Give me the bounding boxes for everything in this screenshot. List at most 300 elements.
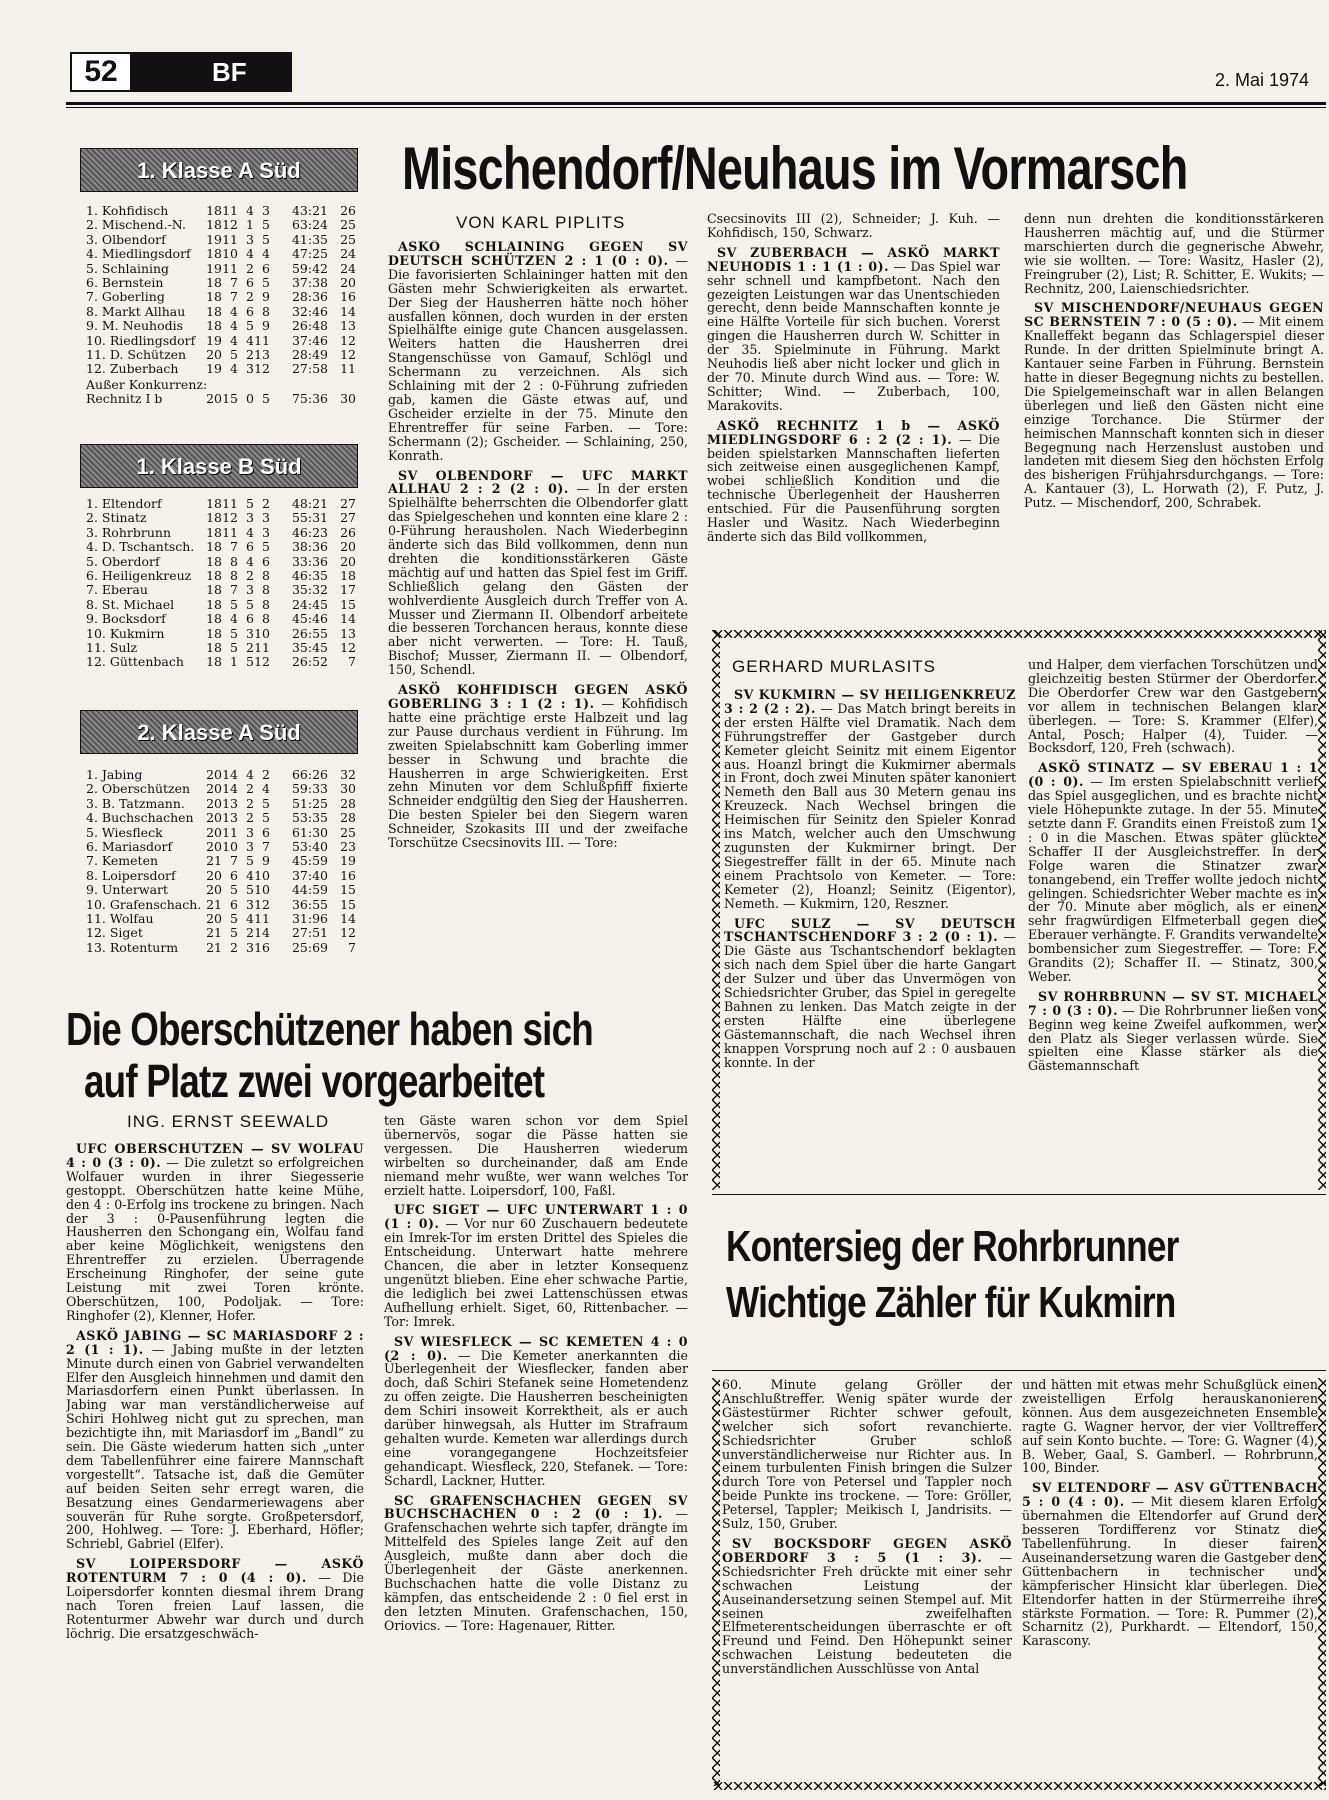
table-row (86, 926, 356, 940)
stat-cell: 20 (206, 781, 222, 797)
table-title-2a-sued: 2. Klasse A Süd (80, 710, 358, 754)
table-row (86, 218, 356, 232)
table-row (86, 526, 356, 540)
zigzag-border-left-lower (712, 1378, 720, 1786)
stat-cell: 6 (262, 824, 270, 840)
stat-cell: 75:36 (291, 390, 328, 406)
paragraph (66, 1329, 364, 1552)
team-name-cell: 5. Schlaining (86, 260, 170, 276)
stat-cell: 27 (340, 510, 356, 526)
stat-cell: 5 (230, 911, 238, 927)
stat-cell: 2 (262, 767, 270, 782)
stat-cell: 4 (230, 332, 238, 348)
team-name-cell: 5. Oberdorf (86, 553, 160, 569)
stat-cell: 3 (246, 896, 254, 912)
stat-cell: 5 (262, 795, 270, 811)
stat-cell: 5 (230, 640, 238, 656)
zigzag-border-bottom (712, 1782, 1326, 1790)
stat-cell: 12 (254, 361, 270, 377)
stat-cell: 18 (206, 568, 222, 584)
byline-murlasits: GERHARD MURLASITS (732, 657, 937, 676)
stat-cell: 8 (262, 611, 270, 627)
team-name-cell: 6. Heiligenkreuz (86, 568, 192, 584)
stat-cell: 28 (340, 795, 356, 811)
stat-cell: 13 (254, 347, 270, 363)
paragraph-text: — Mit diesem klaren Erfolg übernahmen die Eltendorfer auf Grund der besseren Tordifferenz vor Stinatz die Tabellenführung. In dieser fairen Auseinandersetzung waren die Gastgeber den Güttenbachern in technischer und kämpferischer Hinsicht klar überlegen. Die Eltendorfer hatten in der Stürmerreihe ihre stärkste Formation. — Tore: R. Pummer (2), Scharnitz (2), Purkhardt. — Eltendorf, 150, Karascony. (1022, 1494, 1318, 1649)
stat-cell: 44:59 (291, 882, 328, 898)
stat-cell: 4 (246, 867, 254, 883)
stat-cell: 6 (262, 260, 270, 276)
paragraph-text: — Schiedsrichter Freh drückte mit einer sehr schwachen Leistung der Auseinandersetzung seinen Stempel auf. Mit seinen zweifelhaften Elfmeterentscheidungen überraschte er oft Freund und Feind. Den Höhepunkt seiner schwachen Leistung bedeuteten die unverständlichen Ausschlüsse von Antal (722, 1549, 1012, 1677)
article1-column-2 (707, 212, 1000, 610)
stat-cell: 35:45 (291, 640, 328, 656)
stat-cell: 47:25 (291, 246, 328, 262)
stat-cell: 18 (206, 582, 222, 598)
stat-cell: 5 (246, 496, 254, 511)
table-row (86, 247, 356, 261)
stat-cell: 12 (340, 640, 356, 656)
team-name-cell: 1. Eltendorf (86, 496, 162, 511)
stat-cell: 26:52 (291, 654, 328, 670)
stat-cell: 7 (230, 582, 238, 598)
team-name-cell: 13. Rotenturm (86, 939, 179, 955)
table-note: Außer Konkurrenz: (86, 376, 208, 392)
paragraph (724, 917, 1016, 1070)
table-row (86, 912, 356, 926)
stat-cell: 10 (222, 839, 238, 855)
stat-cell: 4 (262, 781, 270, 797)
table-row (86, 497, 356, 511)
table-row (86, 262, 356, 276)
section-label: BF (132, 52, 292, 92)
stat-cell: 12 (254, 896, 270, 912)
stat-cell: 18 (206, 318, 222, 334)
box-divider (712, 1194, 1326, 1195)
team-name-cell: 1. Kohfidisch (86, 203, 169, 218)
stat-cell: 20 (340, 539, 356, 555)
stat-cell: 6 (230, 896, 238, 912)
stat-cell: 4 (230, 318, 238, 334)
paragraph (1024, 212, 1324, 295)
zigzag-border-top (712, 630, 1326, 638)
headline-mischendorf: Mischendorf/Neuhaus im Vormarsch (402, 135, 1188, 202)
match-heading: SV WIESFLECK — SC KEMETEN 4 : 0 (2 : 0). (384, 1333, 688, 1363)
match-heading: SV ROHRBRUNN — SV ST. MICHAEL 7 : 0 (3 : 0). (1028, 988, 1318, 1018)
table-row (86, 233, 356, 247)
stat-cell: 5 (246, 318, 254, 334)
paragraph-text: — Grafenschachen wehrte sich tapfer, drängte im Mittelfeld des Spieles lange Zeit auf den Ausgleich, mußte dann aber doch die Überlegenheit der Gäste anerkennen. Buchschachen hatte die volle Distanz zu kämpfen, das entscheidende 2 : 0 fiel erst in den letzten Minuten. Grafenschachen, 150, Oriovics. — Tore: Hagenauer, Ritter. (384, 1506, 688, 1633)
stat-cell: 20 (206, 867, 222, 883)
paragraph-text: — Mit einem Knalleffekt begann das Schlagerspiel dieser Runde. In der dritten Spielminute bringt A. Kantauer seine Farben in Führung. Bernstein hatte in dieser Begegnung nichts zu bestellen. Die Spielgemeinschaft war in allen Belangen überlegen und ließ den Gästen nicht eine einzige Torchance. Die Stürmer der heimischen Mannschaft konnten sich in dieser Begegnung nach Herzenslust austoben und landeten mit diesem Sieg den höchsten Erfolg des bisherigen Frühjahrsdurchgangs. — Tore: A. Kantauer (3), L. Horwath (2), F. Putz, J. Putz. — Mischendorf, 200, Schrabek. (1024, 314, 1324, 511)
stat-cell: 63:24 (291, 217, 328, 233)
stat-cell: 20 (206, 810, 222, 826)
team-name-cell: 9. Bocksdorf (86, 611, 166, 627)
paragraph-text: — Im ersten Spielabschnitt verlief das Spiel ausgeglichen, und es brachte nicht viele Höhepunkte zutage. In der 55. Minute setzte dann F. Grandits einen Freistoß zum 1 : 0 in die Maschen. Etwas später glückte Schaffer II der Ausgleichstreffer. In der Folge waren die Stinatzer zwar tonangebend, ein Treffer wollte jedoch nicht gelingen. Schiedsrichter Weber machte es in der 70. Minute aber möglich, als er einen sehr fragwürdigen Elfmeterball gegen die Eberauer verhängte. F. Grandits verwandelte bombensicher zum Siegestreffer. — Tore: F. Grandits (2); Schaffer II. — Stinatz, 300, Weber. (1028, 774, 1318, 984)
stat-cell: 5 (262, 231, 270, 247)
stat-cell: 15 (340, 596, 356, 612)
table-row (86, 612, 356, 626)
standings-rows (86, 768, 356, 955)
stat-cell: 12 (254, 654, 270, 670)
stat-cell: 25:69 (291, 939, 328, 955)
stat-cell: 27 (340, 496, 356, 511)
paragraph-text: — Vor nur 60 Zuschauern bedeutete ein Imrek-Tor im ersten Drittel des Spieles die Entscheidung. Unterwart hatte mehrere Chancen, die aber in letzter Konsequenz ungenützt blieben. Eine eher schwache Partie, die lediglich bei zwei Lattenschüssen etwas Aufhellung erhielt. Siget, 60, Rittenbacher. — Tor: Imrek. (384, 1216, 688, 1329)
team-name-cell: 8. Markt Allhau (86, 303, 186, 319)
table-row (86, 768, 356, 782)
stat-cell: 21 (206, 896, 222, 912)
stat-cell: 14 (340, 611, 356, 627)
table-row (86, 598, 356, 612)
team-name-cell: 10. Kukmirn (86, 625, 165, 641)
stat-cell: 2 (246, 347, 254, 363)
stat-cell: 3 (246, 582, 254, 598)
match-heading: SV ELTENDORF — ASV GÜTTENBACH 5 : 0 (4 : 0). (1022, 1480, 1318, 1510)
stat-cell: 4 (262, 246, 270, 262)
stat-cell: 9 (262, 289, 270, 305)
zigzag-border-right-lower (1318, 1378, 1326, 1786)
stat-cell: 21 (206, 853, 222, 869)
paragraph (66, 1142, 364, 1323)
stat-cell: 19 (206, 260, 222, 276)
stat-cell: 5 (230, 625, 238, 641)
table-row (86, 797, 356, 811)
stat-cell: 11 (222, 203, 238, 218)
paragraph (66, 1557, 364, 1640)
stat-cell: 36:55 (291, 896, 328, 912)
stat-cell: 46:35 (291, 568, 328, 584)
byline-piplits: VON KARL PIPLITS (456, 213, 626, 232)
stat-cell: 19 (206, 332, 222, 348)
paragraph (724, 688, 1016, 911)
article2-column-1 (724, 688, 1016, 1186)
stat-cell: 12 (222, 510, 238, 526)
stat-cell: 31:96 (291, 911, 328, 927)
stat-cell: 3 (246, 510, 254, 526)
stat-cell: 13 (222, 810, 238, 826)
stat-cell: 5 (246, 853, 254, 869)
team-name-cell: 3. B. Tatzmann. (86, 795, 185, 811)
team-name-cell: 11. Wolfau (86, 911, 154, 927)
paragraph-text: — In der ersten Spielhälfte beherrschten die Olbendorfer glatt das Spielgeschehen und konnten eine klare 2 : 0-Führung herausholen. Nach Wiederbeginn änderte sich das Bild vollkommen, denn nun drehten die konditionsstärkeren Gäste mächtig auf und hatten das Spiel fest im Griff. Schließlich gelang den Gästen der wohlverdiente Ausgleich durch Treffer von A. Musser und Ziermann II. Olbendorf arbeitete die besseren Torchancen heraus, konnte diese aber nicht verwerten. — Tore: H. Tauß, Bischof; Musser, Ziermann II. — Olbendorf, 150, Schendl. (388, 481, 688, 678)
team-name-cell: 6. Bernstein (86, 275, 164, 291)
stat-cell: 59:33 (291, 781, 328, 797)
stat-cell: 7 (348, 939, 356, 955)
stat-cell: 1 (230, 654, 238, 670)
issue-date: 2. Mai 1974 (1214, 70, 1309, 90)
stat-cell: 13 (340, 625, 356, 641)
paragraph-text: — Das Spiel war sehr schnell und kampfbetont. Nach den gezeigten Leistungen war das Unentschieden gerecht, denn beide Mannschaften konnte je eine Hälfte Vorteile für sich buchen. Vorerst gingen die Hausherren durch W. Schitter in der 35. Spielminute in Führung. Markt Neuhodis ließ aber nicht locker und glich in der 70. Minute durch Wind aus. — Tore: W. Schitter; Wind. — Zuberbach, 100, Marakovits. (707, 258, 1000, 413)
stat-cell: 20 (206, 767, 222, 782)
paragraph (1024, 301, 1324, 510)
stat-cell: 20 (206, 390, 222, 406)
stat-cell: 5 (246, 596, 254, 612)
stat-cell: 10 (254, 625, 270, 641)
stat-cell: 7 (262, 839, 270, 855)
page-number: 52 (70, 52, 132, 92)
stat-cell: 21 (206, 939, 222, 955)
stat-cell: 4 (246, 203, 254, 218)
stat-cell: 2 (246, 260, 254, 276)
stat-cell: 5 (246, 882, 254, 898)
stat-cell: 18 (206, 553, 222, 569)
stat-cell: 4 (246, 246, 254, 262)
stat-cell: 8 (230, 553, 238, 569)
stat-cell: 24 (340, 246, 356, 262)
stat-cell: 30 (340, 781, 356, 797)
team-name-cell: 11. D. Schützen (86, 347, 187, 363)
paragraph-text: — Die Gäste aus Tschantschendorf beklagten sich nach dem Spiel über die harte Gangart der Sulzer und über das Unvermögen von Schiedsrichter Gruber, das Spiel in geregelte Bahnen zu lenken. Das Match zeigte in der ersten Hälfte eine überlegene Gästemannschaft, die nach Wechsel ihren knappen Vorsprung noch auf 2 : 0 ausbauen konnte. In der (724, 929, 1016, 1070)
table-row (86, 305, 356, 319)
stat-cell: 12 (340, 332, 356, 348)
stat-cell: 7 (230, 539, 238, 555)
stat-cell: 2 (246, 568, 254, 584)
paragraph (707, 246, 1000, 413)
stat-cell: 3 (246, 361, 254, 377)
table-row (86, 583, 356, 597)
stat-cell: 46:23 (291, 524, 328, 540)
stat-cell: 6 (246, 611, 254, 627)
stat-cell: 18 (206, 496, 222, 511)
stat-cell: 18 (206, 246, 222, 262)
stat-cell: 20 (206, 347, 222, 363)
stat-cell: 4 (230, 611, 238, 627)
table-row (86, 276, 356, 290)
stat-cell: 37:38 (291, 275, 328, 291)
paragraph (384, 1494, 688, 1633)
stat-cell: 8 (230, 568, 238, 584)
stat-cell: 11 (222, 496, 238, 511)
table-row (86, 854, 356, 868)
stat-cell: 18 (206, 524, 222, 540)
match-heading: SV MISCHENDORF/NEUHAUS GEGEN SC BERNSTEIN 7 : 0 (5 : 0). (1024, 300, 1324, 330)
match-heading: UFC SIGET — UFC UNTERWART 1 : 0 (1 : 0). (384, 1202, 688, 1232)
stat-cell: 5 (262, 275, 270, 291)
article4-column-2 (1022, 1378, 1318, 1768)
team-name-cell: 8. Loipersdorf (86, 867, 176, 883)
paragraph-text: — Die Kemeter anerkannten die Überlegenheit der Wiesflecker, fanden aber doch, daß Schiri Stefanek seine Hometendenz zu offen zeigte. Die Hausherren bescheinigten dem Schiri insoweit Korrektheit, als er auch darüber hinwegsah, als Hutter im Strafraum gehalten wurde. Kemeten war allerdings durch eine vorangegangene Hochzeitsfeier gehandicapt. Wiesfleck, 220, Stefanek. — Tore: Schardl, Lackner, Hutter. (384, 1347, 688, 1488)
stat-cell: 17 (340, 582, 356, 598)
stat-cell: 8 (262, 568, 270, 584)
stat-cell: 12 (340, 347, 356, 363)
table-row (86, 941, 356, 955)
stat-cell: 19 (206, 231, 222, 247)
paragraph-text: — Die favorisierten Schlaininger hatten mit den Gästen mehr Schwierigkeiten als erwartet. Der Sieg der Hausherren hätte noch höher ausfallen können, doch wurden in der ersten Spielhälfte einige gute Chancen ausgelassen. Weiters hatten die Hausherren drei Stangenschüsse von Gamauf, Schlögl und Schermann zu verzeichnen. Als sich Schlaining mit der 2 : 0-Führung zufrieden gab, kamen die Gäste etwas auf, und Gscheider erzielte in der 75. Minute den Ehrentreffer für seine Farben. — Tore: Schermann (2); Gscheider. — Schlaining, 250, Konrath. (388, 252, 688, 463)
table-row (86, 290, 356, 304)
stat-cell: 26:55 (291, 625, 328, 641)
stat-cell: 2 (246, 795, 254, 811)
stat-cell: 25 (340, 217, 356, 233)
stat-cell: 15 (222, 390, 238, 406)
stat-cell: 19 (340, 853, 356, 869)
stat-cell: 26 (340, 524, 356, 540)
paragraph (384, 1203, 688, 1328)
byline-seewald: ING. ERNST SEEWALD (127, 1112, 330, 1131)
article4-column-1 (722, 1378, 1012, 1768)
stat-cell: 5 (230, 882, 238, 898)
paragraph-text: und Halper, dem vierfachen Torschützen und gleichzeitig besten Stürmer der Oberdorfer. Die Oberdorfer Crew war den Gastgebern vor allem in technischen Belangen klar überlegen. — Tore: S. Krammer (Elfer), Antal, Posch; Halper (4), Tuider. — Bocksdorf, 120, Freh (schwach). (1028, 658, 1318, 756)
stat-cell: 24:45 (291, 596, 328, 612)
stat-cell: 11 (340, 361, 356, 377)
match-heading: UFC OBERSCHÜTZEN — SV WOLFAU 4 : 0 (3 : 0). (66, 1142, 364, 1170)
team-name-cell: 11. Sulz (86, 640, 138, 656)
paragraph-text: ten Gäste waren schon vor dem Spiel übernervös, sogar die Pässe hatten sie vergessen. Die Hausherren wiederum wirbelten so durcheinander, daß am Ende niemand mehr wußte, wer wann welches Tor erzielt hatte. Loipersdorf, 100, Faßl. (384, 1114, 688, 1198)
team-name-cell: 12. Zuberbach (86, 361, 179, 377)
stat-cell: 23 (340, 839, 356, 855)
stat-cell: 7 (230, 853, 238, 869)
stat-cell: 14 (254, 925, 270, 941)
stat-cell: 11 (222, 231, 238, 247)
stat-cell: 16 (254, 939, 270, 955)
stat-cell: 28:49 (291, 347, 328, 363)
table-row (86, 782, 356, 796)
team-name-cell: 10. Riedlingsdorf (86, 332, 196, 348)
table-row (86, 511, 356, 525)
paragraph (1028, 990, 1318, 1073)
stat-cell: 27:58 (291, 361, 328, 377)
stat-cell: 32:46 (291, 303, 328, 319)
stat-cell: 10 (222, 246, 238, 262)
stat-cell: 18 (206, 510, 222, 526)
table-row (86, 869, 356, 883)
stat-cell: 4 (230, 361, 238, 377)
stat-cell: 3 (246, 625, 254, 641)
stat-cell: 7 (230, 289, 238, 305)
standings-table-1b-sued (86, 497, 356, 670)
stat-cell: 2 (246, 925, 254, 941)
standings-table-1a-sued (86, 204, 356, 406)
stat-cell: 66:26 (291, 767, 328, 782)
match-heading: ASKÖ SCHLAINING GEGEN SV DEUTSCH SCHÜTZEN 2 : 1 (0 : 0). (388, 240, 688, 268)
stat-cell: 30 (340, 390, 356, 406)
stat-cell: 25 (340, 824, 356, 840)
stat-cell: 6 (246, 275, 254, 291)
stat-cell: 5 (230, 596, 238, 612)
paragraph-text: und hätten mit etwas mehr Schußglück einen zweistelligen Erfolg herauskanonieren können. Aus dem ausgezeichneten Ensemble ragte G. Wagner hervor, der vier Volltreffer auf sein Konto buchte. — Tore: G. Wagner (4), B. Weber, Gaal, S. Gamberl. — Rohrbrunn, 100, Binder. (1022, 1378, 1318, 1476)
stat-cell: 5 (230, 925, 238, 941)
paragraph (388, 469, 688, 678)
stat-cell: 11 (222, 524, 238, 540)
stat-cell: 5 (246, 654, 254, 670)
stat-cell: 11 (254, 640, 270, 656)
stat-cell: 3 (262, 524, 270, 540)
stat-cell: 0 (246, 390, 254, 406)
team-name-cell: Rechnitz I b (86, 390, 163, 406)
stat-cell: 33:36 (291, 553, 328, 569)
stat-cell: 20 (340, 553, 356, 569)
table-row (86, 811, 356, 825)
paragraph-text: denn nun drehten die konditionsstärkeren Hausherren mächtig auf, und die Stürmer marschierten durch die gegnerische Abwehr, wie sie wollten. — Tore: Wasitz, Hasler (2), Freingruber (2), List; R. Schitter, E. Wukits; — Rechnitz, 200, Laienschiedsrichter. (1024, 212, 1324, 296)
paragraph (388, 683, 688, 850)
paragraph (707, 212, 1000, 240)
match-heading: ASKÖ JABING — SC MARIASDORF 2 : 2 (1 : 1). (66, 1327, 364, 1357)
article3-column-1 (66, 1142, 364, 1798)
paragraph (1028, 658, 1318, 755)
table-row (86, 362, 356, 376)
stat-cell: 15 (340, 882, 356, 898)
match-heading: ASKÖ KOHFIDISCH GEGEN ASKÖ GOBERLING 3 : 1 (2 : 1). (388, 682, 688, 711)
team-name-cell: 8. St. Michael (86, 596, 175, 612)
stat-cell: 2 (230, 939, 238, 955)
stat-cell: 16 (340, 289, 356, 305)
table-row (86, 569, 356, 583)
stat-cell: 51:25 (291, 795, 328, 811)
table-row (86, 655, 356, 669)
paragraph-text: Csecsinovits III (2), Schneider; J. Kuh. — Kohfidisch, 150, Schwarz. (707, 212, 1000, 240)
stat-cell: 37:40 (291, 867, 328, 883)
stat-cell: 11 (254, 911, 270, 927)
stat-cell: 13 (222, 795, 238, 811)
paragraph (384, 1114, 688, 1197)
stat-cell: 18 (206, 217, 222, 233)
team-name-cell: 7. Kemeten (86, 853, 159, 869)
stat-cell: 4 (246, 332, 254, 348)
masthead-rule-thin (66, 107, 1326, 108)
team-name-cell: 9. Unterwart (86, 882, 169, 898)
table-row (86, 555, 356, 569)
stat-cell: 11 (254, 332, 270, 348)
zigzag-border-left (712, 630, 720, 1190)
stat-cell: 19 (206, 361, 222, 377)
stat-cell: 18 (206, 654, 222, 670)
stat-cell: 12 (340, 925, 356, 941)
stat-cell: 6 (246, 303, 254, 319)
article1-column-3 (1024, 212, 1324, 612)
match-heading: ASKÖ RECHNITZ 1 b — ASKÖ MIEDLINGSDORF 6 : 2 (2 : 1). (707, 417, 1000, 447)
stat-cell: 5 (262, 539, 270, 555)
team-name-cell: 4. Miedlingsdorf (86, 246, 191, 262)
table-row (86, 540, 356, 554)
table-row (86, 826, 356, 840)
stat-cell: 18 (206, 625, 222, 641)
team-name-cell: 1. Jabing (86, 767, 143, 782)
team-name-cell: 2. Mischend.-N. (86, 217, 186, 233)
stat-cell: 3 (262, 510, 270, 526)
team-name-cell: 4. Buchschachen (86, 810, 194, 826)
table-row (86, 348, 356, 362)
stat-cell: 14 (340, 303, 356, 319)
stat-cell: 41:35 (291, 231, 328, 247)
table-title-1a-sued: 1. Klasse A Süd (80, 148, 358, 192)
match-heading: UFC SULZ — SV DEUTSCH TSCHANTSCHENDORF 3 : 2 (0 : 1). (724, 915, 1016, 945)
stat-cell: 4 (246, 767, 254, 782)
stat-cell: 37:46 (291, 332, 328, 348)
stat-cell: 26 (340, 203, 356, 218)
stat-cell: 4 (246, 553, 254, 569)
stat-cell: 18 (206, 275, 222, 291)
paragraph-text: — Kohfidisch hatte eine prächtige erste Halbzeit und lag zur Pause durchaus verdient in Führung. Im zweiten Spielabschnitt kam Goberling immer besser in Schwung und brachte die Hausherren in arge Schwierigkeiten. Erst zehn Minuten vor dem Schlußpfiff fixierte Schneider endgültig den Sieg der Hausherren. Die besten Spieler bei den Siegern waren Schneider, Szokasits III und der zweifache Torschütze Csecsinovits III. — Tore: (388, 696, 688, 851)
stat-cell: 5 (262, 390, 270, 406)
stat-cell: 24 (340, 260, 356, 276)
match-heading: SV OLBENDORF — UFC MARKT ALLHAU 2 : 2 (2 : 0). (388, 467, 688, 497)
stat-cell: 13 (340, 318, 356, 334)
stat-cell: 16 (340, 867, 356, 883)
article2-column-2 (1028, 658, 1318, 1190)
team-name-cell: 2. Stinatz (86, 510, 147, 526)
stat-cell: 20 (206, 839, 222, 855)
paragraph (722, 1537, 1012, 1676)
stat-cell: 1 (246, 217, 254, 233)
stat-cell: 20 (340, 275, 356, 291)
stat-cell: 35:32 (291, 582, 328, 598)
headline-oberschuetzener-line-2: auf Platz zwei vorgearbeitet (84, 1055, 545, 1107)
masthead-rule (66, 102, 1326, 105)
paragraph-text: — Das Match bringt bereits in der ersten Hälfte viel Dramatik. Nach dem Führungstreffer der Gastgeber durch Kemeter gleicht Seinitz mit einem Eigentor aus. Hoanzl bringt die Kukmirner abermals in Front, doch zwei Minuten später kanoniert Nemeth den Ball aus 30 Metern genau ins Kreuzeck. Nach Wechsel bringen die Heimischen für Seinitz den Spieler Konrad ins Match, welcher auch den Umschwung zugunsten der Kukmirner bringt. Der Siegestreffer fällt in der 65. Minute nach einem Prachtsolo von Kemeter. — Tore: Kemeter (2), Hoanzl; Seinitz (Eigentor), Nemeth. — Kukmirn, 120, Reszner. (724, 700, 1016, 911)
paragraph-text: — Die Rohrbrunner ließen von Beginn weg keine Zweifel aufkommen, wer den Platz als Sieger verlassen würde. Sie spielten eine Klasse stärker als die Gästemannschaft (1028, 1002, 1318, 1074)
stat-cell: 45:46 (291, 611, 328, 627)
stat-cell: 8 (262, 596, 270, 612)
stat-cell: 28:36 (291, 289, 328, 305)
stat-cell: 32 (340, 767, 356, 782)
